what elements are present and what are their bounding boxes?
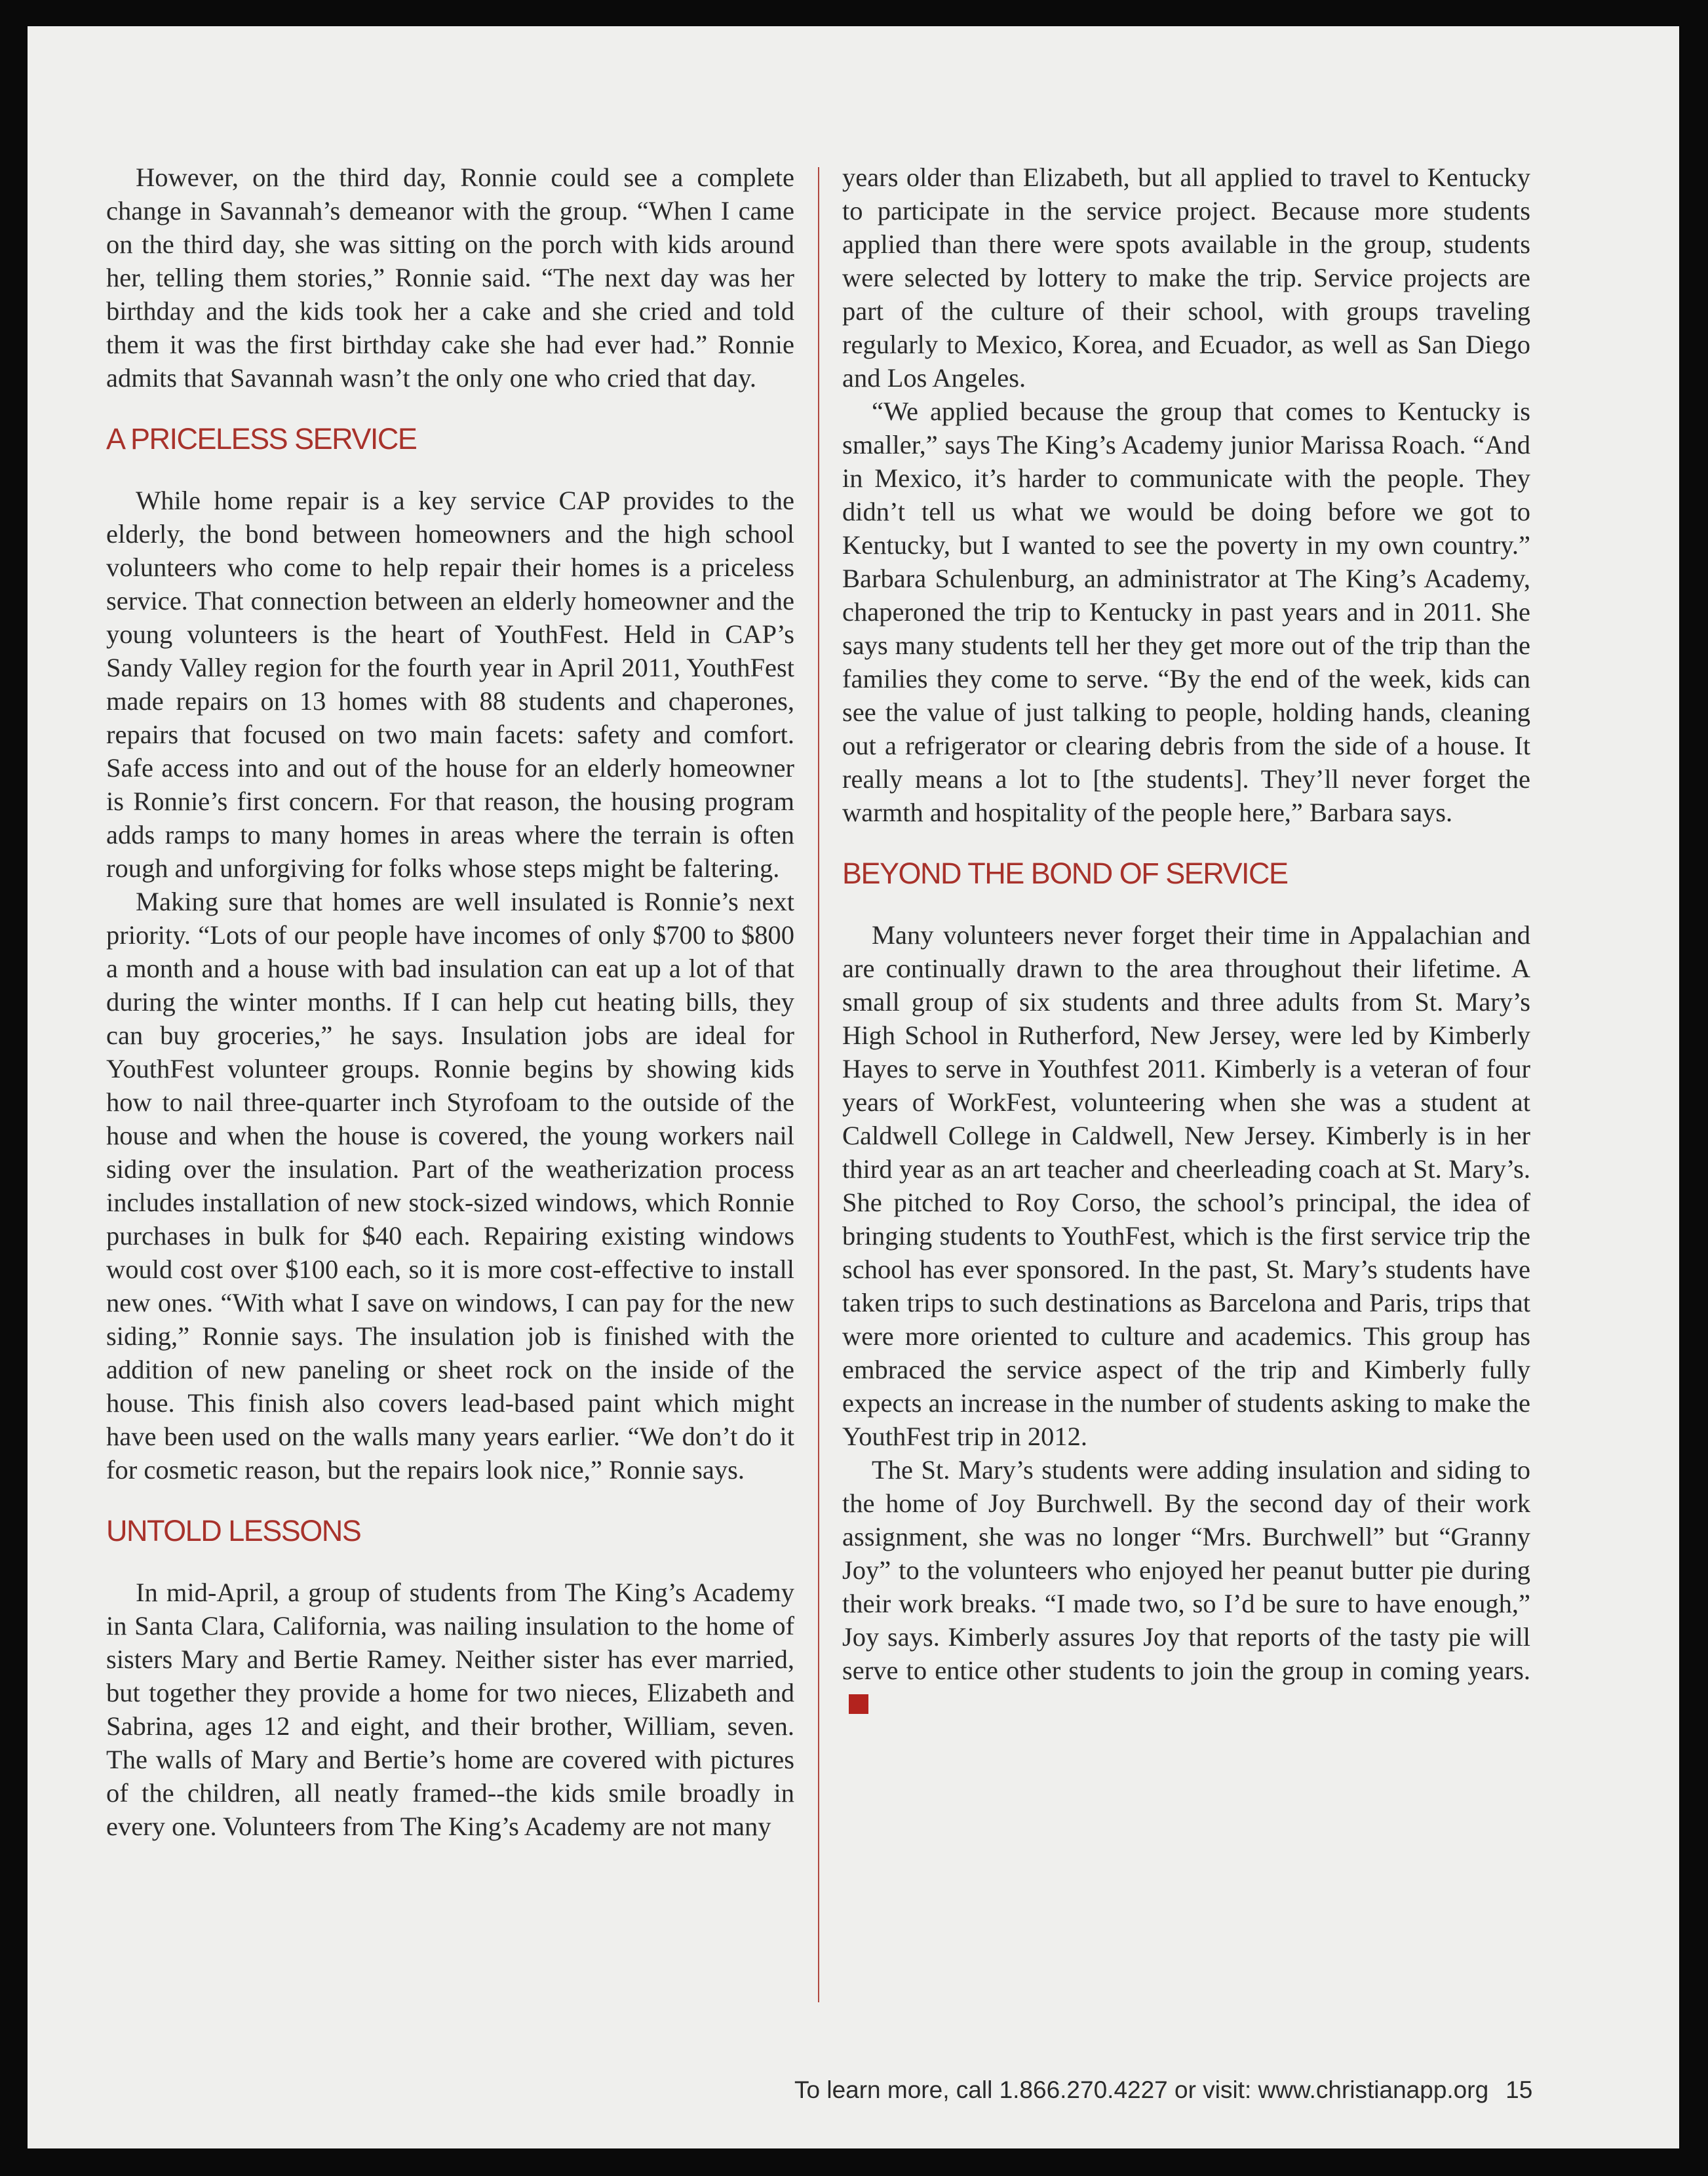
paragraph-final	[842, 1453, 1530, 1720]
paragraph-continued: years older than Elizabeth, but all applied to travel to Kentucky to participate in the service project. Because more students applied than there were spots available in the group, students were selected by lottery to make the trip. Service projects are part of the culture of their school, with groups traveling regularly to Mexico, Korea, and Ecuador, as well as San Diego and Los Angeles.	[842, 163, 1530, 393]
footer-contact-text: To learn more, call 1.866.270.4227 or visit: www.christianapp.org	[794, 2076, 1489, 2103]
left-column	[106, 161, 794, 1843]
magazine-page	[28, 26, 1679, 2148]
paragraph: In mid-April, a group of students from The King’s Academy in Santa Clara, California, was nailing insulation to the home of sisters Mary and Bertie Ramey. Neither sister has ever married, but together they provide a home for two nieces, Elizabeth and Sabrina, ages 12 and eight, and their brother, William, seven. The walls of Mary and Bertie’s home are covered with pictures of the children, all neatly framed--the kids smile broadly in every one. Volunteers from The King’s Academy are not many	[106, 1578, 794, 1841]
paragraph: Many volunteers never forget their time in Appalachian and are continually drawn to the area throughout their lifetime. A small group of six students and three adults from St. Mary’s High School in Rutherford, New Jersey, were led by Kimberly Hayes to serve in Youthfest 2011. Kimberly is a veteran of four years of WorkFest, volunteering when she was a student at Caldwell College in Caldwell, New Jersey. Kimberly is in her third year as an art teacher and cheerleading coach at St. Mary’s. She pitched to Roy Corso, the school’s principal, the idea of bringing students to YouthFest, which is the first service trip the school has ever sponsored. In the past, St. Mary’s students have taken trips to such destinations as Barcelona and Paris, trips that were more oriented to culture and academics. This group has embraced the service aspect of the trip and Kimberly fully expects an increase in the number of students asking to make the YouthFest trip in 2012.	[842, 920, 1530, 1451]
right-column	[842, 161, 1530, 1720]
column-divider	[818, 167, 819, 2002]
paragraph-final-text: The St. Mary’s students were adding insulation and siding to the home of Joy Burchwell. By the second day of their work assignment, she was no longer “Mrs. Burchwell” but “Granny Joy” to the volunteers who enjoyed her peanut butter pie during their work breaks. “I made two, so I’d be sure to have enough,” Joy says. Kimberly assures Joy that reports of the tasty pie will serve to entice other students to join the group in coming years.	[842, 1455, 1530, 1685]
paragraph: Making sure that homes are well insulated is Ronnie’s next priority. “Lots of our people have incomes of only $700 to $800 a month and a house with bad insulation can eat up a lot of that during the winter months. If I can help cut heating bills, they can buy groceries,” he says. Insulation jobs are ideal for YouthFest volunteer groups. Ronnie begins by showing kids how to nail three-quarter inch Styrofoam to the outside of the house and when the house is covered, the young workers nail siding over the insulation. Part of the weatherization process includes installation of new stock-sized windows, which Ronnie purchases in bulk for $40 each. Repairing existing windows would cost over $100 each, so it is more cost-effective to install new ones. “With what I save on windows, I can pay for the new siding,” Ronnie says. The insulation job is finished with the addition of new paneling or sheet rock on the inside of the house. This finish also covers lead-based paint which might have been used on the walls many years earlier. “We don’t do it for cosmetic reason, but the repairs look nice,” Ronnie says.	[106, 887, 794, 1485]
paragraph: However, on the third day, Ronnie could see a complete change in Savannah’s demeanor with the group. “When I came on the third day, she was sitting on the porch with kids around her, telling them stories,” Ronnie said. “The next day was her birthday and the kids took her a cake and she cried and told them it was the first birthday cake she had ever had.” Ronnie admits that Savannah wasn’t the only one who cried that day.	[106, 163, 794, 393]
paragraph: “We applied because the group that comes to Kentucky is smaller,” says The King’s Academy junior Marissa Roach. “And in Mexico, it’s harder to communicate with the people. They didn’t tell us what we would be doing before we got to Kentucky, but I wanted to see the poverty in my own country.” Barbara Schulenburg, an administrator at The King’s Academy, chaperoned the trip to Kentucky in past years and in 2011. She says many students tell her they get more out of the trip than the families they come to serve. “By the end of the week, kids can see the value of just talking to people, holding hands, cleaning out a refrigerator or clearing debris from the side of a house. It really means a lot to [the students]. They’ll never forget the warmth and hospitality of the people here,” Barbara says.	[842, 397, 1530, 827]
end-of-article-square-icon	[849, 1694, 868, 1714]
section-heading-untold-lessons: UNTOLD LESSONS	[106, 1514, 361, 1547]
section-heading-beyond-the-bond: BEYOND THE BOND OF SERVICE	[842, 857, 1288, 890]
paragraph: While home repair is a key service CAP provides to the elderly, the bond between homeowners and the high school volunteers who come to help repair their homes is a priceless service. That connection between an elderly homeowner and the young volunteers is the heart of YouthFest. Held in CAP’s Sandy Valley region for the fourth year in April 2011, YouthFest made repairs on 13 homes with 88 students and chaperones, repairs that focused on two main facets: safety and comfort. Safe access into and out of the house for an elderly homeowner is Ronnie’s first concern. For that reason, the housing program adds ramps to many homes in areas where the terrain is often rough and unforgiving for folks whose steps might be faltering.	[106, 486, 794, 883]
page-footer	[794, 2076, 1532, 2104]
section-heading-priceless-service: A PRICELESS SERVICE	[106, 422, 417, 456]
page-number: 15	[1505, 2076, 1533, 2103]
